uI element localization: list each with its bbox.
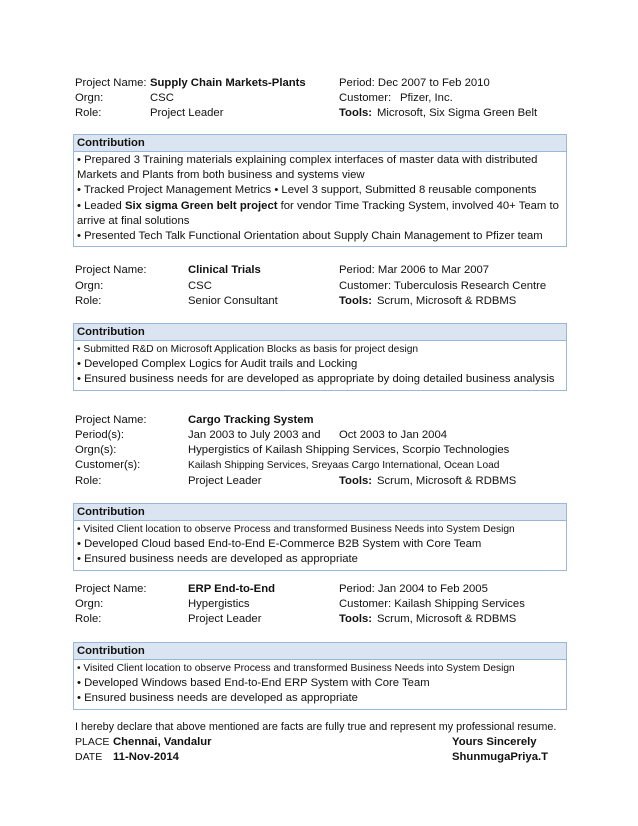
customer-value: Customer: Tuberculosis Research Centre [339, 280, 547, 292]
customer-value: Pfizer, Inc. [400, 92, 453, 104]
contribution-item: • Ensured business needs are developed as appropriate [77, 553, 358, 566]
period-value: Jan 2003 to July 2003 and [188, 429, 321, 441]
orgn-value: Hypergistics [188, 598, 250, 610]
contribution-text: • Leaded [77, 199, 125, 212]
tools-label: Tools: [339, 475, 373, 487]
closing-text: Yours Sincerely [452, 736, 537, 748]
place-label: PLACE [75, 736, 110, 748]
place-row [75, 735, 565, 750]
tools-label: Tools: [339, 295, 373, 307]
contribution-item: • Presented Tech Talk Functional Orientation about Supply Chain Management to Pfizer team [77, 230, 543, 243]
date-row [75, 750, 565, 765]
orgn-label: Orgn: [75, 598, 104, 610]
customer-label: Customer(s): [75, 459, 141, 471]
orgn-value: CSC [188, 280, 212, 292]
contribution-list [74, 341, 566, 390]
contribution-item: • Visited Client location to observe Process and transformed Business Needs into System Design [77, 524, 515, 535]
contribution-item: • Developed Cloud based End-to-End E-Commerce B2B System with Core Team [77, 538, 482, 551]
period-value-2: Oct 2003 to Jan 2004 [339, 429, 448, 441]
project-name: Cargo Tracking System [188, 414, 314, 426]
contribution-highlight: Six sigma Green belt project [124, 199, 278, 212]
project-name-label: Project Name: [75, 414, 147, 426]
date-value: 11-Nov-2014 [113, 751, 179, 763]
project-period: Period: Dec 2007 to Feb 2010 [339, 77, 490, 89]
period-label: Period(s): [75, 429, 124, 441]
date-label: DATE [75, 751, 103, 763]
contribution-item: • Tracked Project Management Metrics • Level 3 support, Submitted 8 reusable components [77, 184, 537, 197]
contribution-list [74, 660, 566, 709]
contribution-list [74, 521, 566, 570]
place-value: Chennai, Vandalur [113, 736, 212, 748]
contribution-item: • Developed Complex Logics for Audit trails and Locking [77, 358, 358, 371]
role-label: Role: [75, 295, 102, 307]
project-name-label: Project Name: [75, 77, 147, 89]
orgn-label: Orgn: [75, 280, 104, 292]
contribution-list [74, 152, 566, 246]
tools-label: Tools: [339, 107, 373, 119]
tools-value: Scrum, Microsoft & RDBMS [377, 613, 517, 625]
contribution-item: • Prepared 3 Training materials explaining complex interfaces of master data with distributed Markets and Plants from both business and systems view [77, 154, 538, 182]
orgn-value: Hypergistics of Kailash Shipping Services, Scorpio Technologies [188, 444, 510, 456]
role-label: Role: [75, 107, 102, 119]
orgn-label: Orgn: [75, 92, 104, 104]
contribution-item: • Ensured business needs are developed as appropriate [77, 692, 358, 705]
contribution-item: • Visited Client location to observe Process and transformed Business Needs into System Design [77, 663, 515, 674]
project-period: Period: Mar 2006 to Mar 2007 [339, 264, 490, 276]
project1-contribution-box [73, 134, 567, 247]
declaration-text: I hereby declare that above mentioned are facts are fully true and represent my professional resume. [75, 721, 557, 733]
role-value: Project Leader [188, 475, 262, 487]
role-value: Senior Consultant [188, 295, 278, 307]
contribution-item [77, 199, 563, 229]
contribution-heading: Contribution [74, 504, 566, 521]
project-name-label: Project Name: [75, 264, 147, 276]
contribution-item: • Ensured business needs for are developed as appropriate by doing detailed business analysis [77, 373, 555, 386]
signature-name: ShunmugaPriya.T [452, 751, 549, 763]
contribution-heading: Contribution [74, 643, 566, 660]
orgn-label: Orgn(s): [75, 444, 117, 456]
tools-label: Tools: [339, 613, 373, 625]
project2-contribution-box [73, 323, 567, 391]
contribution-heading: Contribution [74, 324, 566, 341]
role-label: Role: [75, 475, 102, 487]
contribution-heading: Contribution [74, 135, 566, 152]
role-label: Role: [75, 613, 102, 625]
project-name: Clinical Trials [188, 264, 261, 276]
project-name: Supply Chain Markets-Plants [150, 77, 306, 89]
project-name: ERP End-to-End [188, 583, 276, 595]
contribution-text: for vendor Time Tracking System, involved 40+ Team to arrive at final solutions [77, 199, 559, 227]
project-name-label: Project Name: [75, 583, 147, 595]
customer-value: Customer: Kailash Shipping Services [339, 598, 525, 610]
contribution-item: • Developed Windows based End-to-End ERP System with Core Team [77, 677, 430, 690]
project4-contribution-box [73, 642, 567, 710]
tools-value: Scrum, Microsoft & RDBMS [377, 295, 517, 307]
project3-contribution-box [73, 503, 567, 571]
role-value: Project Leader [150, 107, 224, 119]
contribution-item: • Submitted R&D on Microsoft Application Blocks as basis for project design [77, 344, 419, 355]
tools-value: Microsoft, Six Sigma Green Belt [377, 107, 538, 119]
orgn-value: CSC [150, 92, 174, 104]
customer-value: Kailash Shipping Services, Sreyaas Cargo International, Ocean Load [188, 460, 500, 471]
tools-value: Scrum, Microsoft & RDBMS [377, 475, 517, 487]
customer-label: Customer: [339, 92, 392, 104]
role-value: Project Leader [188, 613, 262, 625]
project-period: Period: Jan 2004 to Feb 2005 [339, 583, 488, 595]
